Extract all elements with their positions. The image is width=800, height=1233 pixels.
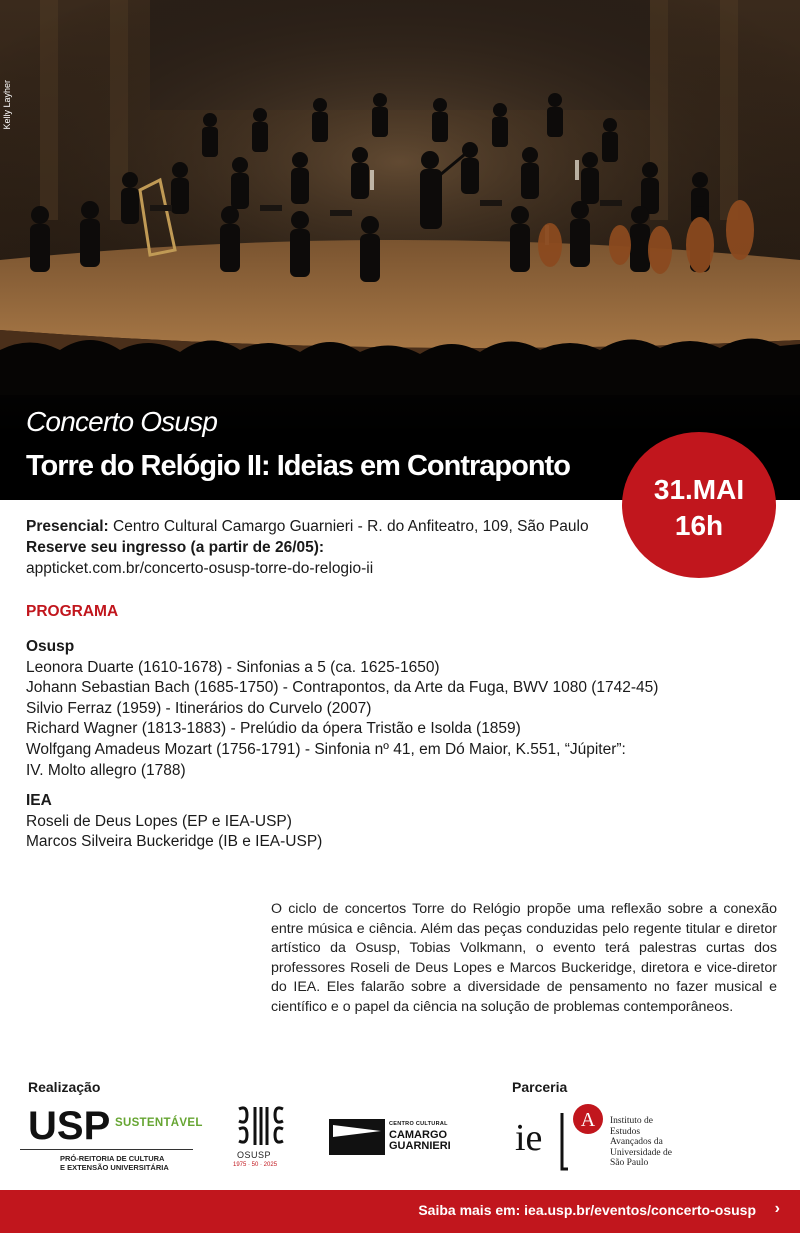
- usp-wordmark: USP: [28, 1105, 111, 1148]
- program-group-iea: [26, 791, 322, 853]
- iea-desc-line: São Paulo: [610, 1158, 649, 1168]
- iea-desc-line: Universidade de: [610, 1147, 672, 1158]
- usp-subtitle-line: PRÓ-REITORIA DE CULTURA: [60, 1154, 165, 1163]
- iea-desc-line: Estudos: [610, 1126, 641, 1137]
- iea-desc-line: Instituto de: [610, 1116, 654, 1126]
- ccg-name-line2: GUARNIERI: [389, 1140, 451, 1152]
- date-badge: [622, 432, 776, 578]
- iea-description: [610, 1116, 672, 1169]
- program-item: IV. Molto allegro (1788): [26, 761, 186, 779]
- usp-subtitle: [60, 1154, 169, 1172]
- ccg-small-text: CENTRO CULTURAL: [389, 1121, 448, 1127]
- usp-divider: [20, 1149, 193, 1150]
- parceria-label: Parceria: [512, 1079, 568, 1095]
- speaker-item: Roseli de Deus Lopes (EP e IEA-USP): [26, 812, 292, 830]
- event-date: 31.MAI: [653, 474, 745, 505]
- iea-wordmark: ie: [515, 1117, 543, 1159]
- program-item: Wolfgang Amadeus Mozart (1756-1791) - Sinfonia nº 41, em Dó Maior, K.551, “Júpiter”:: [26, 740, 626, 758]
- speaker-item: Marcos Silveira Buckeridge (IB e IEA-USP): [26, 833, 323, 851]
- event-description: O ciclo de concertos Torre do Relógio propõe uma reflexão sobre a conexão entre música e ciência. Além das peças conduzidas pelo regente titular e diretor artístico da Osusp, Tobias Volkmann, o evento terá palestras curtas dos professores Roseli de Deus Lopes e Marcos Buckeridge, diretora e vice-diretor do IEA. Eles falarão sobre a diversidade de pensamento no fazer musical e científico e o papel da ciência na solução de problemas contemporâneos.: [271, 901, 777, 1015]
- ccg-logo: [329, 1117, 385, 1157]
- photo-credit-text: Kelly Layher: [2, 80, 12, 130]
- program-group-osusp: [26, 637, 658, 781]
- presencial-label: Presencial:: [26, 518, 109, 535]
- usp-subtitle-line: E EXTENSÃO UNIVERSITÁRIA: [60, 1163, 169, 1172]
- program-item: Silvio Ferraz (1959) - Itinerários do Curvelo (2007): [26, 699, 372, 717]
- programa-heading: PROGRAMA: [26, 603, 119, 620]
- ticket-link[interactable]: appticket.com.br/concerto-osusp-torre-do-relogio-ii: [26, 560, 374, 577]
- realizacao-label: Realização: [28, 1079, 101, 1095]
- iea-logo: [558, 1103, 606, 1175]
- chevron-right-icon[interactable]: ›: [774, 1200, 780, 1217]
- osusp-anniversary: 1975 · 50 · 2025: [233, 1162, 278, 1168]
- footer-bar[interactable]: [0, 1190, 800, 1233]
- program-group-title: IEA: [26, 792, 52, 809]
- event-time: 16h: [674, 510, 724, 541]
- presencial-line: [26, 516, 589, 537]
- iea-letter: A: [580, 1109, 596, 1131]
- event-subtitle: Concerto Osusp: [26, 406, 218, 437]
- presencial-value: Centro Cultural Camargo Guarnieri - R. do Anfiteatro, 109, São Paulo: [108, 518, 589, 535]
- program-item: Richard Wagner (1813-1883) - Prelúdio da ópera Tristão e Isolda (1859): [26, 720, 521, 738]
- program-group-title: Osusp: [26, 638, 75, 655]
- more-info-link[interactable]: Saiba mais em: iea.usp.br/eventos/concerto-osusp: [418, 1202, 756, 1218]
- ccg-name-line1: CAMARGO: [389, 1129, 448, 1141]
- program-item: Leonora Duarte (1610-1678) - Sinfonias a 5 (ca. 1625-1650): [26, 658, 440, 676]
- reserve-label: Reserve seu ingresso (a partir de 26/05):: [26, 539, 325, 556]
- iea-desc-line: Avançados da: [610, 1137, 663, 1147]
- program-item: Johann Sebastian Bach (1685-1750) - Contrapontos, da Arte da Fuga, BWV 1080 (1742-45): [26, 679, 659, 697]
- osusp-name: OSUSP: [237, 1150, 272, 1160]
- venue-info: [26, 516, 589, 579]
- photo-credit: [2, 80, 16, 160]
- hero-photo: [0, 0, 800, 500]
- event-title: Torre do Relógio II: Ideias em Contraponto: [26, 450, 570, 482]
- usp-sustentavel: SUSTENTÁVEL: [115, 1117, 203, 1129]
